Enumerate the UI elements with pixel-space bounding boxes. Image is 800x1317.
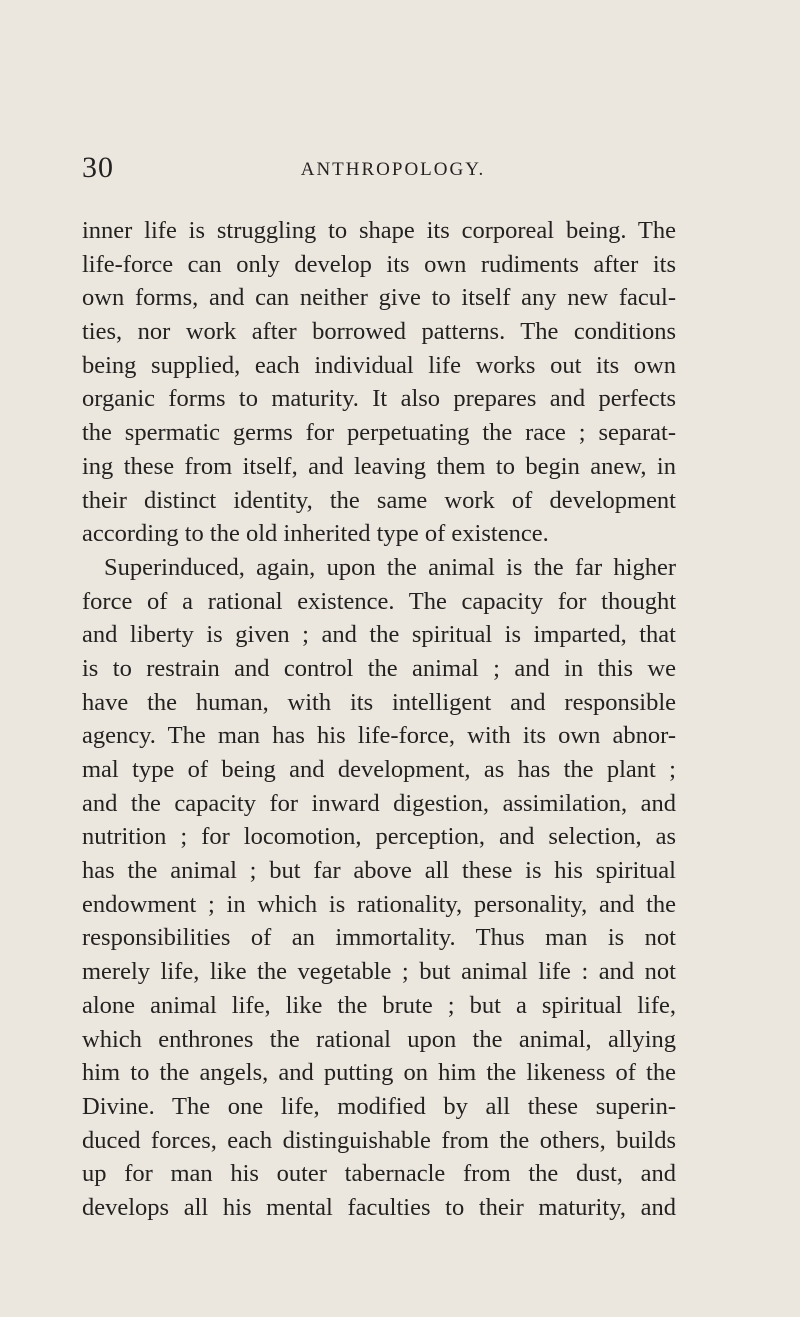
text-line: and the capacity for inward digestion, assimilation, and bbox=[82, 789, 676, 817]
page-number: 30 bbox=[82, 151, 114, 184]
text-line: up for man his outer tabernacle from the dust, and bbox=[82, 1160, 676, 1188]
text-line: alone animal life, like the brute ; but a spiritual life, bbox=[82, 991, 676, 1019]
text-line: ties, nor work after borrowed patterns. The conditions bbox=[82, 318, 676, 346]
text-line: life-force can only develop its own rudiments after its bbox=[82, 250, 676, 278]
running-head: ANTHROPOLOGY. bbox=[300, 159, 486, 180]
text-line: their distinct identity, the same work of development bbox=[82, 486, 676, 514]
text-line: is to restrain and control the animal ; and in this we bbox=[82, 654, 676, 682]
text-line: ing these from itself, and leaving them to begin anew, in bbox=[82, 452, 676, 480]
text-line: has the animal ; but far above all these is his spiritual bbox=[82, 857, 676, 885]
text-line: nutrition ; for locomotion, perception, and selection, as bbox=[82, 823, 676, 851]
text-line: Superinduced, again, upon the animal is the far higher bbox=[104, 553, 676, 581]
page-header bbox=[82, 150, 674, 190]
text-line: organic forms to maturity. It also prepares and perfects bbox=[82, 385, 676, 413]
text-line: endowment ; in which is rationality, personality, and the bbox=[82, 890, 676, 918]
text-line: own forms, and can neither give to itself any new facul- bbox=[82, 284, 676, 312]
body-text bbox=[82, 214, 676, 1225]
text-line: Divine. The one life, modified by all these superin- bbox=[82, 1092, 676, 1120]
text-line: inner life is struggling to shape its corporeal being. The bbox=[82, 217, 676, 244]
text-line: responsibilities of an immortality. Thus man is not bbox=[82, 924, 676, 952]
text-line: and liberty is given ; and the spiritual is imparted, that bbox=[82, 621, 676, 649]
text-line: which enthrones the rational upon the animal, allying bbox=[82, 1025, 676, 1053]
text-line: have the human, with its intelligent and responsible bbox=[82, 688, 676, 716]
text-line: being supplied, each individual life works out its own bbox=[82, 351, 676, 379]
text-line: duced forces, each distinguishable from the others, builds bbox=[82, 1126, 676, 1154]
text-line: merely life, like the vegetable ; but animal life : and not bbox=[82, 958, 676, 986]
text-line: force of a rational existence. The capacity for thought bbox=[82, 587, 676, 615]
text-line: the spermatic germs for perpetuating the race ; separat- bbox=[82, 419, 676, 447]
text-line: according to the old inherited type of existence. bbox=[82, 520, 549, 548]
text-line: agency. The man has his life-force, with its own abnor- bbox=[82, 722, 676, 750]
text-line: develops all his mental faculties to their maturity, and bbox=[82, 1193, 676, 1221]
text-line: him to the angels, and putting on him the likeness of the bbox=[82, 1059, 676, 1087]
text-line: mal type of being and development, as has the plant ; bbox=[82, 756, 676, 783]
